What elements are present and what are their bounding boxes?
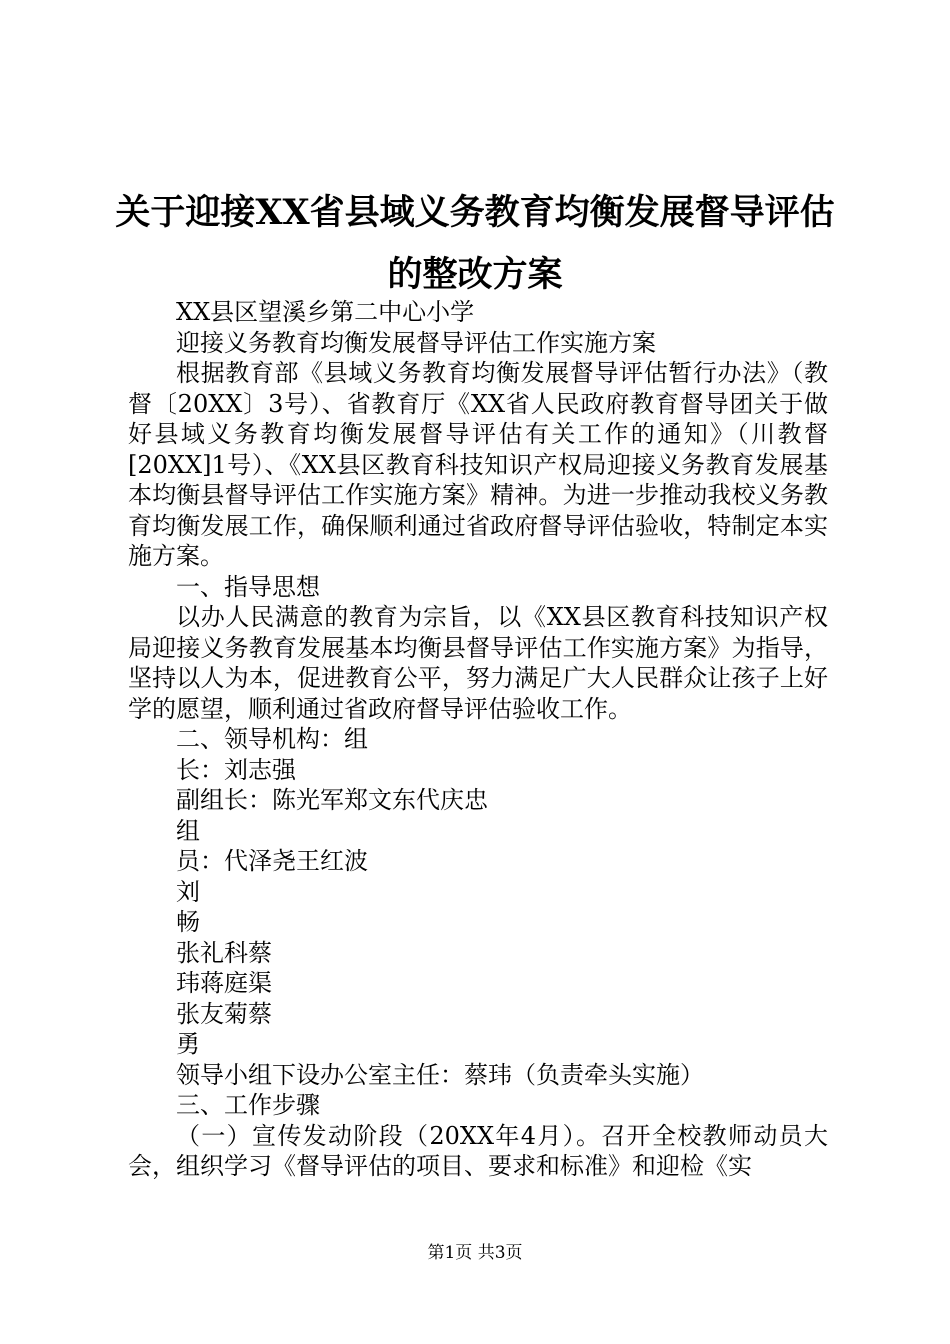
line-member-name: 张友菊蔡 <box>176 999 272 1028</box>
line-member-name: 张礼科蔡 <box>176 938 272 967</box>
page-footer: 第1页 共3页 <box>427 1243 523 1263</box>
line-member-name: 勇 <box>176 1030 200 1058</box>
paragraph-publicity-stage: （一）宣传发动阶段（20XX年4月）。召开全校教师动员大会，组织学习《督导评估的项目、要求和标准》和迎检《实 <box>128 1121 828 1180</box>
document-body <box>128 297 828 1182</box>
heading-leadership: 二、领导机构：组 <box>176 725 368 753</box>
heading-guiding-ideology: 一、指导思想 <box>176 572 320 601</box>
line-member-name: 刘 <box>176 877 200 906</box>
paragraph-school-name: XX县区望溪乡第二中心小学 <box>176 298 475 326</box>
document-title: 关于迎接XX省县域义务教育均衡发展督导评估的整改方案 <box>115 192 835 295</box>
paragraph-plan-name: 迎接义务教育均衡发展督导评估工作实施方案 <box>176 328 656 357</box>
paragraph-basis: 根据教育部《县域义务教育均衡发展督导评估暂行办法》（教督〔20XX〕3号）、省教育厅《XX省人民政府教育督导团关于做好县域义务教育均衡发展督导评估有关工作的通知》（川教督[20XX]1号）、《XX县区教育科技知识产权局迎接义务教育发展基本均衡县督导评估工作实施方案》精神。为进一步推动我校义务教育均衡发展工作，确保顺利通过省政府督导评估验收，特制定本实施方案。 <box>128 359 828 570</box>
line-member-name: 玮蒋庭渠 <box>176 969 272 997</box>
line-member-name: 畅 <box>176 908 200 936</box>
line-members: 员：代泽尧王红波 <box>176 847 368 875</box>
line-deputy-leaders: 副组长：陈光军郑文东代庆忠 <box>176 786 488 814</box>
line-office-director: 领导小组下设办公室主任：蔡玮（负责牵头实施） <box>176 1060 704 1089</box>
paragraph-guiding-ideology: 以办人民满意的教育为宗旨，以《XX县区教育科技知识产权局迎接义务教育发展基本均衡县督导评估工作实施方案》为指导，坚持以人为本，促进教育公平，努力满足广大人民群众让孩子上好学的愿望，顺利通过省政府督导评估验收工作。 <box>128 603 828 723</box>
line-members-label: 组 <box>176 816 200 845</box>
line-leader: 长：刘志强 <box>176 755 296 784</box>
heading-work-steps: 三、工作步骤 <box>176 1091 320 1119</box>
